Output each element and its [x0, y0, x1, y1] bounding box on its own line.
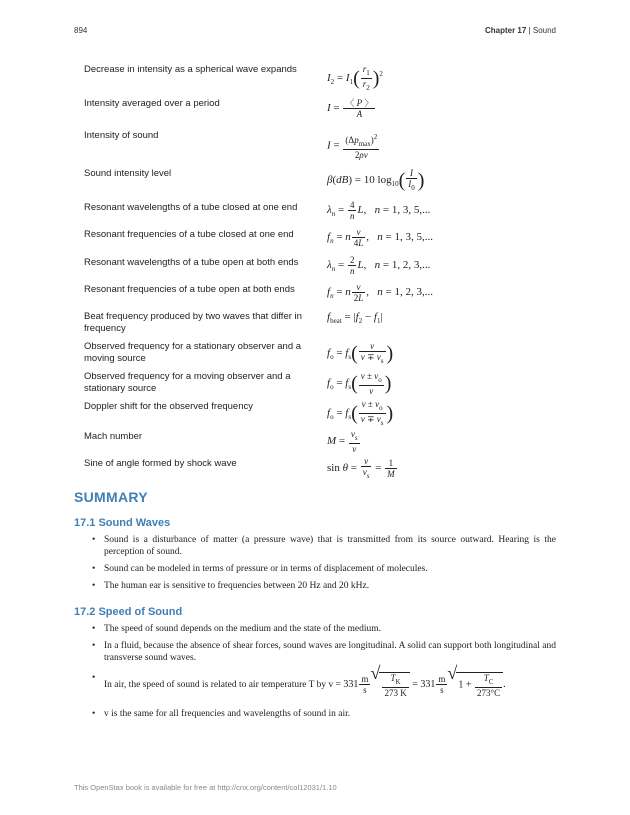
equation-formula: I = $\frac{(\Delta p_{max})^2}{2\rho v}$	[327, 133, 378, 160]
equation-formula: β(dB) = 10 $\log_{10}$( $\frac{I}{I_0}$ )	[327, 168, 425, 192]
list-item: • The speed of sound depends on the medium and the state of the medium.	[88, 623, 556, 635]
equation-label: Intensity averaged over a period	[84, 98, 220, 109]
bullet-list	[88, 623, 556, 725]
list-item-text: In air, the speed of sound is related to air temperature T by v =	[104, 680, 344, 691]
equation-formula: $f_{beat} = |f_2 - f_1|$	[327, 311, 383, 326]
section-heading: 17.2 Speed of Sound	[74, 606, 183, 618]
speed-of-sound-formula: 331 $\frac{m}{s}$ √ $\frac{T_K}{273 K}$ = 331 $\frac{m}{s}$ √ 1 + $\frac{T_C}{273^\circ C}$ .	[343, 679, 505, 690]
equation-formula: $\lambda_n$ = $\frac{2}{n}$ L, n = 1, 2, 3,...	[327, 255, 431, 276]
equation-label: Sound intensity level	[84, 168, 172, 179]
equation-formula: $f_n = n$ $\frac{v}{2L}$ , n = 1, 2, 3,...	[327, 282, 434, 303]
equation-formula: $f_o = f_s$( $\frac{v \pm v_o}{v}$ )	[327, 371, 392, 396]
equation-label: Resonant frequencies of a tube open at both ends	[84, 284, 295, 295]
footer-note: This OpenStax book is available for free at http://cnx.org/content/col12031/1.10	[74, 783, 337, 792]
bullet-list	[88, 534, 556, 597]
equation-label: Resonant frequencies of a tube closed at one end	[84, 229, 294, 240]
list-item: • The human ear is sensitive to frequencies between 20 Hz and 20 kHz.	[88, 580, 556, 592]
section-heading: 17.1 Sound Waves	[74, 517, 171, 529]
list-item: • v is the same for all frequencies and wavelengths of sound in air.	[88, 708, 556, 720]
equation-formula: $f_o = f_s$( $\frac{v}{v \mp v_s}$ )	[327, 341, 394, 365]
list-item	[88, 672, 556, 698]
summary-heading: SUMMARY	[74, 489, 148, 505]
equation-label: Observed frequency for a moving observer and a stationary source	[84, 371, 291, 394]
equation-formula: $f_n = n$ $\frac{v}{4L}$ , n = 1, 3, 5,...	[327, 227, 434, 248]
equation-formula: $f_o = f_s$( $\frac{v \pm v_o}{v \mp v_s}$ )	[327, 399, 394, 427]
equation-label: Sine of angle formed by shock wave	[84, 458, 237, 469]
equation-formula: $I_2 = I_1$( $\frac{r_1}{r_2}$ )$^2$	[327, 64, 383, 92]
page-number: 894	[74, 26, 88, 35]
list-item: • In a fluid, because the absence of shear forces, sound waves are longitudinal. A solid can support both longitudinal and transverse sound waves.	[88, 640, 556, 664]
list-item: • Sound is a disturbance of matter (a pressure wave) that is transmitted from its source outward. Hearing is the perception of sound.	[88, 534, 556, 558]
equation-formula: M = $\frac{v_s}{v}$	[327, 429, 358, 454]
equation-label: Resonant wavelengths of a tube open at both ends	[84, 257, 299, 268]
equation-label: Beat frequency produced by two waves that differ in frequency	[84, 311, 302, 334]
equation-label: Doppler shift for the observed frequency	[84, 401, 253, 412]
equation-formula: $\lambda_n$ = $\frac{4}{n}$ L, n = 1, 3, 5,...	[327, 200, 431, 221]
equation-label: Intensity of sound	[84, 130, 159, 141]
list-item: • Sound can be modeled in terms of pressure or in terms of displacement of molecules.	[88, 563, 556, 575]
equation-label: Decrease in intensity as a spherical wave expands	[84, 64, 297, 75]
equation-label: Mach number	[84, 431, 143, 442]
equation-label: Resonant wavelengths of a tube closed at one end	[84, 202, 298, 213]
equation-formula: sin θ = $\frac{v}{v_s}$ = $\frac{1}{M}$	[327, 456, 395, 480]
chapter-header: Chapter 17 | Sound	[484, 26, 556, 35]
equation-formula: I = $\frac{〈 P 〉}{A}$	[327, 98, 374, 119]
equation-label: Observed frequency for a stationary observer and a moving source	[84, 341, 302, 364]
